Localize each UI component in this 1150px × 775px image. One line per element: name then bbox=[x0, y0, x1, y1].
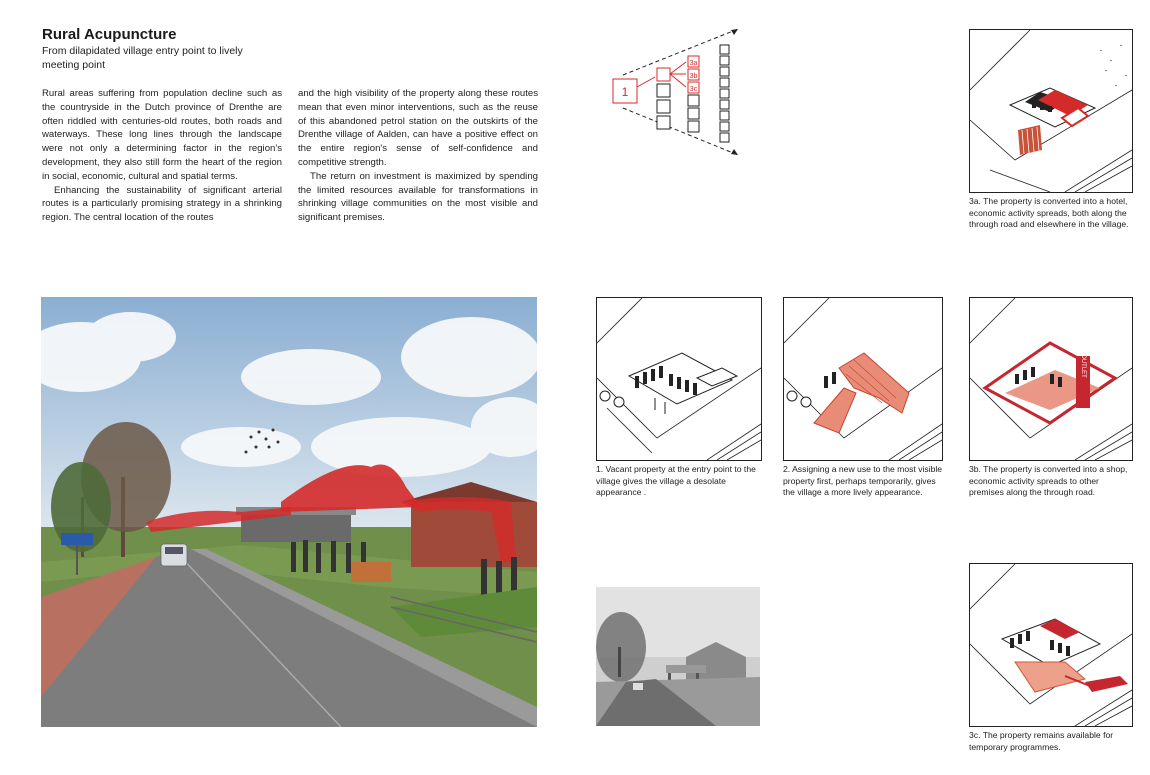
caption-1: 1. Vacant property at the entry point to the village gives the village a desolate appearance . bbox=[596, 464, 756, 497]
paragraph: The return on investment is maximized by spending the limited resources available for transformations in shrinking village communities on the most visible and significant premises. bbox=[298, 170, 538, 224]
paragraph: and the high visibility of the property along these routes mean that even minor interventions, such as the reuse of this abandoned petrol station on the outskirts of the Drenthe village of Aalden, can have a positive effect on the entire region's sense of self-confidence and competitive strength. bbox=[298, 88, 538, 168]
article-subtitle: From dilapidated village entry point to lively meeting point bbox=[42, 45, 243, 71]
before-photo bbox=[596, 587, 760, 726]
illustration-3c bbox=[969, 563, 1133, 727]
caption-3b: 3b. The property is converted into a shop, economic activity spreads to other premises along the through road. bbox=[969, 464, 1128, 497]
text-column-2 bbox=[298, 87, 538, 225]
main-photo bbox=[41, 297, 537, 727]
paragraph: Enhancing the sustainability of significant arterial routes is a particularly promising strategy in a shrinking region. The central location of the routes bbox=[42, 184, 282, 224]
diagram-label-3c: 3c bbox=[689, 86, 698, 93]
outlet-sign: OUTLET bbox=[1080, 354, 1086, 378]
caption-2: 2. Assigning a new use to the most visible property first, perhaps temporarily, gives the village a more lively appearance. bbox=[783, 464, 943, 497]
caption-3c: 3c. The property remains available for temporary programmes. bbox=[969, 730, 1114, 752]
illustration-3a bbox=[969, 29, 1133, 193]
illustration-1 bbox=[596, 297, 762, 461]
strategy-diagram bbox=[605, 25, 745, 160]
diagram-label-1: 1 bbox=[621, 85, 629, 99]
caption-3a: 3a. The property is converted into a hotel, economic activity spreads, both along the through road and elsewhere in the village. bbox=[969, 196, 1129, 229]
paragraph: Rural areas suffering from population decline such as the countryside in the Dutch province of Drenthe are often riddled with centuries-old routes, both roads and waterways. These long lines through the landscape were not only a determining factor in the region's development, they also still form the heart of the region in social, economic, cultural and spatial terms. bbox=[42, 88, 282, 182]
text-column-1 bbox=[42, 87, 282, 225]
diagram-label-3b: 3b bbox=[689, 73, 698, 80]
illustration-3b bbox=[969, 297, 1133, 461]
article-title: Rural Acupuncture bbox=[42, 26, 177, 43]
illustration-2 bbox=[783, 297, 943, 461]
diagram-label-3a: 3a bbox=[689, 60, 698, 67]
